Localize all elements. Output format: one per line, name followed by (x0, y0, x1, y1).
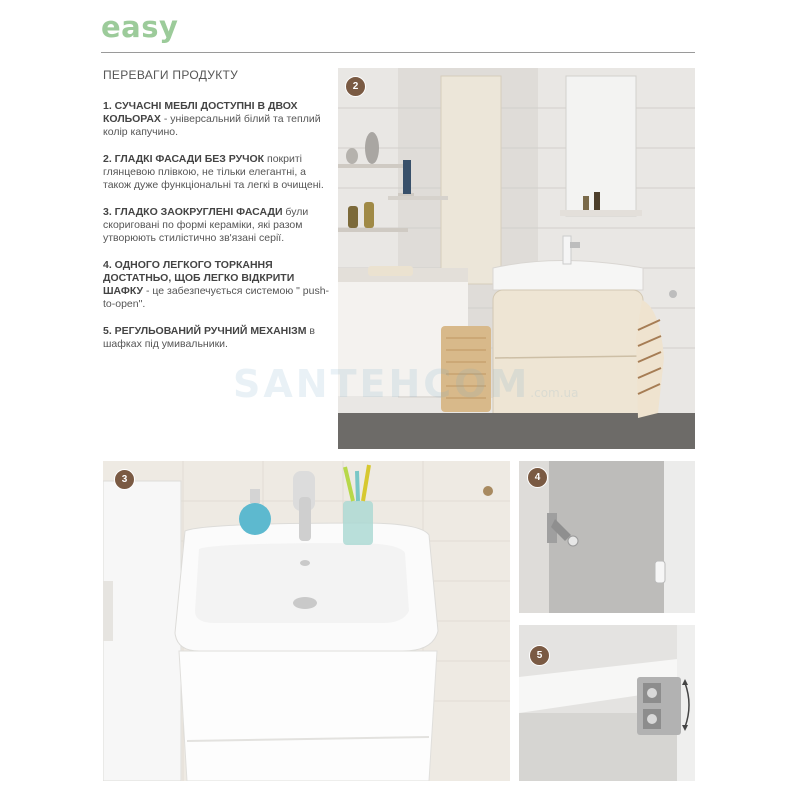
feature-text: - це забезпечується системою " push-to-open". (103, 285, 330, 310)
feature-item (103, 206, 331, 245)
photo-number-badge: 5 (529, 645, 550, 666)
feature-text: покриті глянцевою плівкою, не тільки елегантні, а також дуже функціональні та легкі в очищені. (103, 153, 324, 191)
feature-item (103, 259, 331, 311)
watermark (233, 362, 579, 406)
feature-list (103, 100, 331, 365)
feature-text: - універсальний білий та теплий колір капучино. (103, 113, 321, 138)
photo-washbasin (103, 461, 510, 781)
feature-text: в шафках під умивальники. (103, 325, 315, 350)
feature-text: були скориговані по формі кераміки, які разом утворюють стилістично зв'язані серії. (103, 206, 309, 244)
feature-item (103, 153, 331, 192)
section-title: ПЕРЕВАГИ ПРОДУКТУ (103, 68, 239, 82)
photo-adjust-mechanism (519, 625, 695, 781)
feature-title: 1. СУЧАСНІ МЕБЛІ ДОСТУПНІ В ДВОХ КОЛЬОРАХ (103, 100, 298, 125)
photo-number-badge: 3 (114, 469, 135, 490)
feature-title: 2. ГЛАДКІ ФАСАДИ БЕЗ РУЧОК (103, 153, 265, 165)
photo-number-badge: 2 (345, 76, 366, 97)
watermark-main: SANTEHCOM (233, 362, 531, 406)
brand-logo: easy (101, 10, 179, 44)
photo-hinge-detail (519, 461, 695, 613)
feature-title: 3. ГЛАДКО ЗАОКРУГЛЕНІ ФАСАДИ (103, 206, 283, 218)
feature-title: 5. РЕГУЛЬОВАНИЙ РУЧНИЙ МЕХАНІЗМ (103, 325, 307, 337)
header-divider (101, 52, 695, 53)
watermark-tld: .com.ua (530, 386, 579, 400)
feature-item (103, 100, 331, 139)
photo-number-badge: 4 (527, 467, 548, 488)
feature-title: 4. ОДНОГО ЛЕГКОГО ТОРКАННЯ ДОСТАТНЬО, ЩОБ ЛЕГКО ВІДКРИТИ ШАФКУ (103, 259, 295, 297)
washbasin-illustration (103, 461, 510, 781)
feature-item (103, 325, 331, 351)
